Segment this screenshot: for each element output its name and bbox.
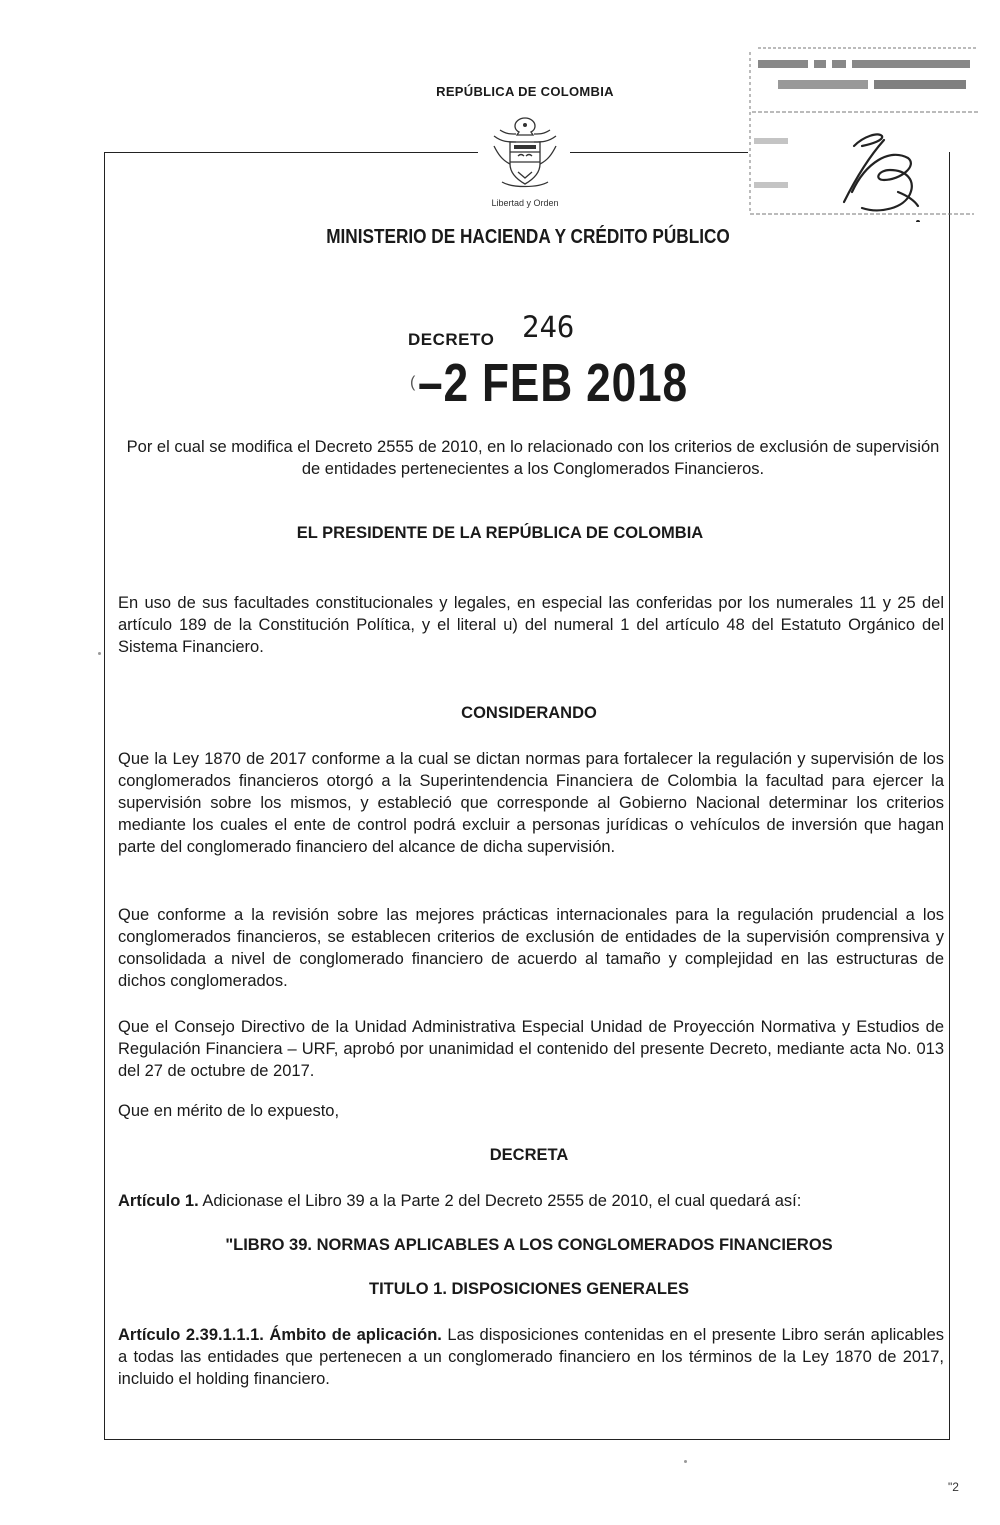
article-2-39-text: Las disposiciones contenidas en el presente Libro serán aplicables a todas las entidades que pertenecen a un conglomerado financiero en los términos de la Ley 1870 de 2017, incluido el holding financiero.: [118, 1326, 944, 1388]
considerando-heading: CONSIDERANDO: [461, 704, 597, 722]
decree-date: –2 FEB 2018: [418, 353, 688, 413]
titulo-heading: TITULO 1. DISPOSICIONES GENERALES: [369, 1280, 689, 1298]
page-mark: "2: [948, 1480, 959, 1494]
decreto-label: DECRETO: [408, 330, 495, 349]
republica-heading: REPÚBLICA DE COLOMBIA: [436, 84, 614, 99]
article-1-paragraph: [118, 1190, 944, 1212]
considerando-paragraph-1: Que la Ley 1870 de 2017 conforme a la cual se dictan normas para fortalecer la regulación y supervisión de los conglomerados financieros otorgó a la Superintendencia Financiera de Colombia la facultad para ejercer la supervisión sobre los mismos, y estableció que corresponde al Gobierno Nacional determinar los criterios mediante los cuales el ente de control podrá excluir a personas jurídicas o vehículos de inversión que hagan parte del conglomerado financiero del alcance de dicha supervisión.: [118, 750, 944, 856]
merito-paragraph: Que en mérito de lo expuesto,: [118, 1102, 340, 1120]
faculties-paragraph: En uso de sus facultades constitucionales y legales, en especial las conferidas por los numerales 11 y 25 del artículo 189 de la Constitución Política, y el literal u) del numeral 1 del artículo 48 del Estatuto Orgánico del Sistema Financiero.: [118, 594, 944, 656]
registry-stamp-icon: [748, 42, 980, 222]
scan-speck: [684, 1460, 687, 1463]
scan-speck: [98, 652, 101, 655]
motto-text: Libertad y Orden: [491, 198, 559, 208]
libro-heading: "LIBRO 39. NORMAS APLICABLES A LOS CONGLOMERADOS FINANCIEROS: [225, 1236, 833, 1254]
decree-subject: Por el cual se modifica el Decreto 2555 de 2010, en lo relacionado con los criterios de exclusión de supervisión de entidades pertenecientes a los Conglomerados Financieros.: [126, 438, 940, 478]
frame-top-right-line: [570, 152, 748, 153]
frame-top-left-line: [104, 152, 478, 153]
decreta-heading: DECRETA: [489, 1146, 569, 1164]
article-1-label: Artículo 1.: [118, 1192, 199, 1210]
ministerio-heading: MINISTERIO DE HACIENDA Y CRÉDITO PÚBLICO: [326, 226, 730, 248]
considerando-paragraph-2: Que conforme a la revisión sobre las mejores prácticas internacionales para la regulación prudencial a los conglomerados financieros, se establecen criterios de exclusión de entidades de la supervisión comprensiva y consolidada a nivel de conglomerado financiero de acuerdo al tamaño y complejidad en las estructuras de dichos conglomerados.: [118, 906, 944, 990]
president-heading: EL PRESIDENTE DE LA REPÚBLICA DE COLOMBIA: [296, 524, 704, 542]
article-2-39-paragraph: [118, 1324, 944, 1390]
considerando-paragraph-3: Que el Consejo Directivo de la Unidad Administrativa Especial Unidad de Proyección Normativa y Estudios de Regulación Financiera – URF, aprobó por unanimidad el contenido del presente Decreto, mediante acta No. 013 del 27 de octubre de 2017.: [118, 1018, 944, 1080]
article-1-text: Adicionase el Libro 39 a la Parte 2 del Decreto 2555 de 2010, el cual quedará así:: [198, 1192, 802, 1210]
coat-of-arms-icon: [480, 112, 570, 198]
article-2-39-label: Artículo 2.39.1.1.1. Ámbito de aplicación.: [118, 1326, 442, 1344]
decreto-number: 246: [522, 310, 575, 344]
date-stamp-mark: (: [410, 374, 416, 391]
